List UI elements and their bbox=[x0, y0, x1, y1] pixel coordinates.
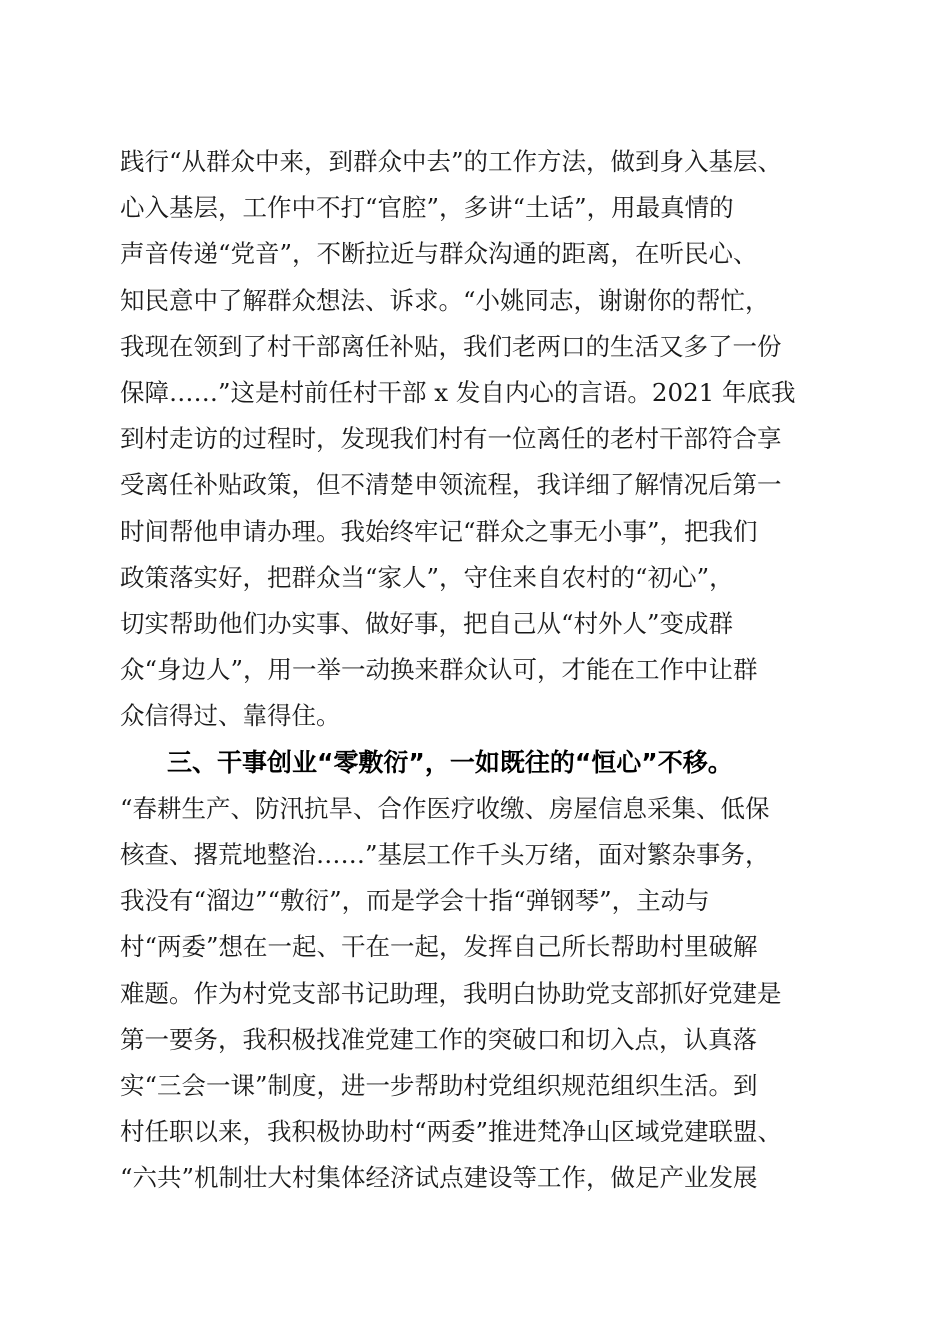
paragraph1-line-11: 切实帮助他们办实事、做好事，把自己从“村外人”变成群 bbox=[120, 609, 734, 638]
paragraph2-line-6: 第一要务，我积极找准党建工作的突破口和切入点，认真落 bbox=[120, 1024, 757, 1054]
paragraph2-line-2: 核查、撂荒地整治……”基层工作千头万绪，面对繁杂事务， bbox=[120, 840, 770, 869]
section-heading: 三、干事创业“零敷衍”，一如既往的“恒心”不移。 bbox=[167, 747, 733, 777]
paragraph2-line-9: “六共”机制壮大村集体经济试点建设等工作，做足产业发展 bbox=[120, 1163, 758, 1193]
paragraph1-line-9: 时间帮他申请办理。我始终牢记“群众之事无小事”，把我们 bbox=[120, 516, 758, 546]
paragraph1-line-4: 知民意中了解群众想法、诉求。“小姚同志，谢谢你的帮忙， bbox=[120, 285, 770, 315]
paragraph1-line-13: 众信得过、靠得住。 bbox=[120, 701, 341, 731]
paragraph2-line-7: 实“三会一课”制度，进一步帮助村党组织规范组织生活。到 bbox=[120, 1071, 758, 1100]
paragraph2-line-3: 我没有“溜边”“敷衍”，而是学会十指“弹钢琴”，主动与 bbox=[120, 886, 710, 916]
paragraph2-line-5: 难题。作为村党支部书记助理，我明白协助党支部抓好党建是 bbox=[120, 978, 782, 1008]
paragraph2-line-4: 村“两委”想在一起、干在一起，发挥自己所长帮助村里破解 bbox=[120, 932, 758, 962]
paragraph1-line-3: 声音传递“党音”，不断拉近与群众沟通的距离，在听民心、 bbox=[120, 239, 758, 269]
paragraph1-line-12: 众“身边人”，用一举一动换来群众认可，才能在工作中让群 bbox=[120, 655, 758, 685]
paragraph2-line-8: 村任职以来，我积极协助村“两委”推进梵净山区域党建联盟、 bbox=[120, 1117, 783, 1147]
paragraph1-line-1: 践行“从群众中来，到群众中去”的工作方法，做到身入基层、 bbox=[120, 147, 783, 176]
paragraph1-line-8: 受离任补贴政策，但不清楚申领流程，我详细了解情况后第一 bbox=[120, 470, 782, 500]
paragraph1-line-7: 到村走访的过程时，发现我们村有一位离任的老村干部符合享 bbox=[120, 424, 782, 454]
paragraph1-line-2: 心入基层，工作中不打“官腔”，多讲“土话”，用最真情的 bbox=[120, 193, 734, 223]
paragraph1-line-10: 政策落实好，把群众当“家人”，守住来自农村的“初心”， bbox=[120, 562, 734, 592]
paragraph1-line-5: 我现在领到了村干部离任补贴，我们老两口的生活又多了一份 bbox=[120, 331, 782, 361]
paragraph2-line-1: “春耕生产、防汛抗旱、合作医疗收缴、房屋信息采集、低保 bbox=[120, 793, 770, 823]
paragraph1-line-6: 保障……”这是村前任村干部 x 发自内心的言语。2021 年底我 bbox=[120, 378, 796, 407]
